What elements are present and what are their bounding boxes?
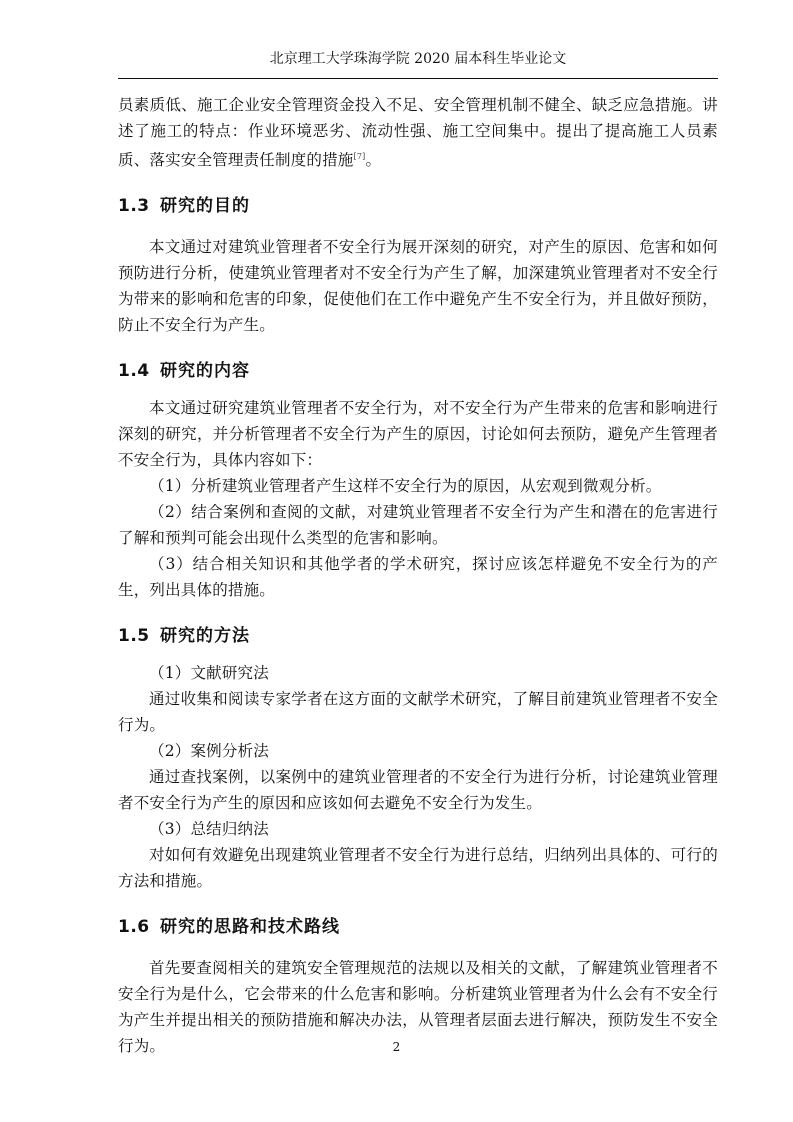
method-1-text: 通过收集和阅读专家学者在这方面的文献学术研究，了解目前建筑业管理者不安全行为。: [118, 690, 718, 734]
heading-title: 研究的内容: [160, 361, 250, 381]
list-item: （2）结合案例和查阅的文献，对建筑业管理者不安全行为产生和潜在的危害进行了解和预判可能会出现什么类型的危害和影响。: [118, 503, 718, 547]
method-3-text: 对如何有效避免出现建筑业管理者不安全行为进行总结，归纳列出具体的、可行的方法和措施。: [118, 846, 718, 890]
method-2-title: （2）案例分析法: [149, 742, 269, 760]
running-header: 北京理工大学珠海学院 2020 届本科生毕业论文: [269, 51, 567, 67]
heading-1-6: [118, 912, 718, 937]
method-3-title: （3）总结归纳法: [149, 820, 269, 838]
heading-title: 研究的目的: [160, 196, 250, 216]
heading-1-5: [118, 621, 718, 646]
section-1-6-paragraph: 首先要查阅相关的建筑安全管理规范的法规以及相关的文献，了解建筑业管理者不安全行为是什么，它会带来的什么危害和影响。分析建筑业管理者为什么会有不安全行为产生并提出相关的预防措施和解决办法，从管理者层面去进行解决，预防发生不安全行为。: [118, 959, 718, 1055]
list-item: （1）分析建筑业管理者产生这样不安全行为的原因，从宏观到微观分析。: [149, 477, 662, 495]
method-1-title: （1）文献研究法: [149, 664, 269, 682]
page-number: 2: [392, 1040, 401, 1054]
heading-1-3: [118, 191, 718, 216]
citation-ref[interactable]: [7]: [353, 152, 366, 161]
heading-number: 1.5: [118, 626, 150, 646]
heading-title: 研究的思路和技术路线: [160, 917, 340, 937]
heading-number: 1.6: [118, 917, 150, 937]
intro-end: 。: [365, 151, 382, 169]
heading-title: 研究的方法: [160, 626, 250, 646]
heading-1-4: [118, 356, 718, 381]
method-2-text: 通过查找案例，以案例中的建筑业管理者的不安全行为进行分析，讨论建筑业管理者不安全行为产生的原因和应该如何去避免不安全行为发生。: [118, 768, 718, 812]
section-1-3-paragraph: 本文通过对建筑业管理者不安全行为展开深刻的研究，对产生的原因、危害和如何预防进行分析，使建筑业管理者对不安全行为产生了解，加深建筑业管理者对不安全行为带来的影响和危害的印象，促使他们在工作中避免产生不安全行为，并且做好预防，防止不安全行为产生。: [118, 238, 718, 334]
heading-number: 1.3: [118, 196, 150, 216]
heading-number: 1.4: [118, 361, 150, 381]
header-rule: [118, 78, 718, 79]
list-item: （3）结合相关知识和其他学者的学术研究，探讨应该怎样避免不安全行为的产生，列出具体的措施。: [118, 555, 718, 599]
intro-text: 员素质低、施工企业安全管理资金投入不足、安全管理机制不健全、缺乏应急措施。讲述了施工的特点：作业环境恶劣、流动性强、施工空间集中。提出了提高施工人员素质、落实安全管理责任制度的措施: [118, 96, 718, 169]
intro-paragraph: [118, 92, 718, 173]
page-body: [118, 92, 718, 1059]
section-1-4-paragraph: 本文通过研究建筑业管理者不安全行为，对不安全行为产生带来的危害和影响进行深刻的研究，并分析管理者不安全行为产生的原因，讨论如何去预防，避免产生管理者不安全行为，具体内容如下：: [118, 399, 718, 469]
